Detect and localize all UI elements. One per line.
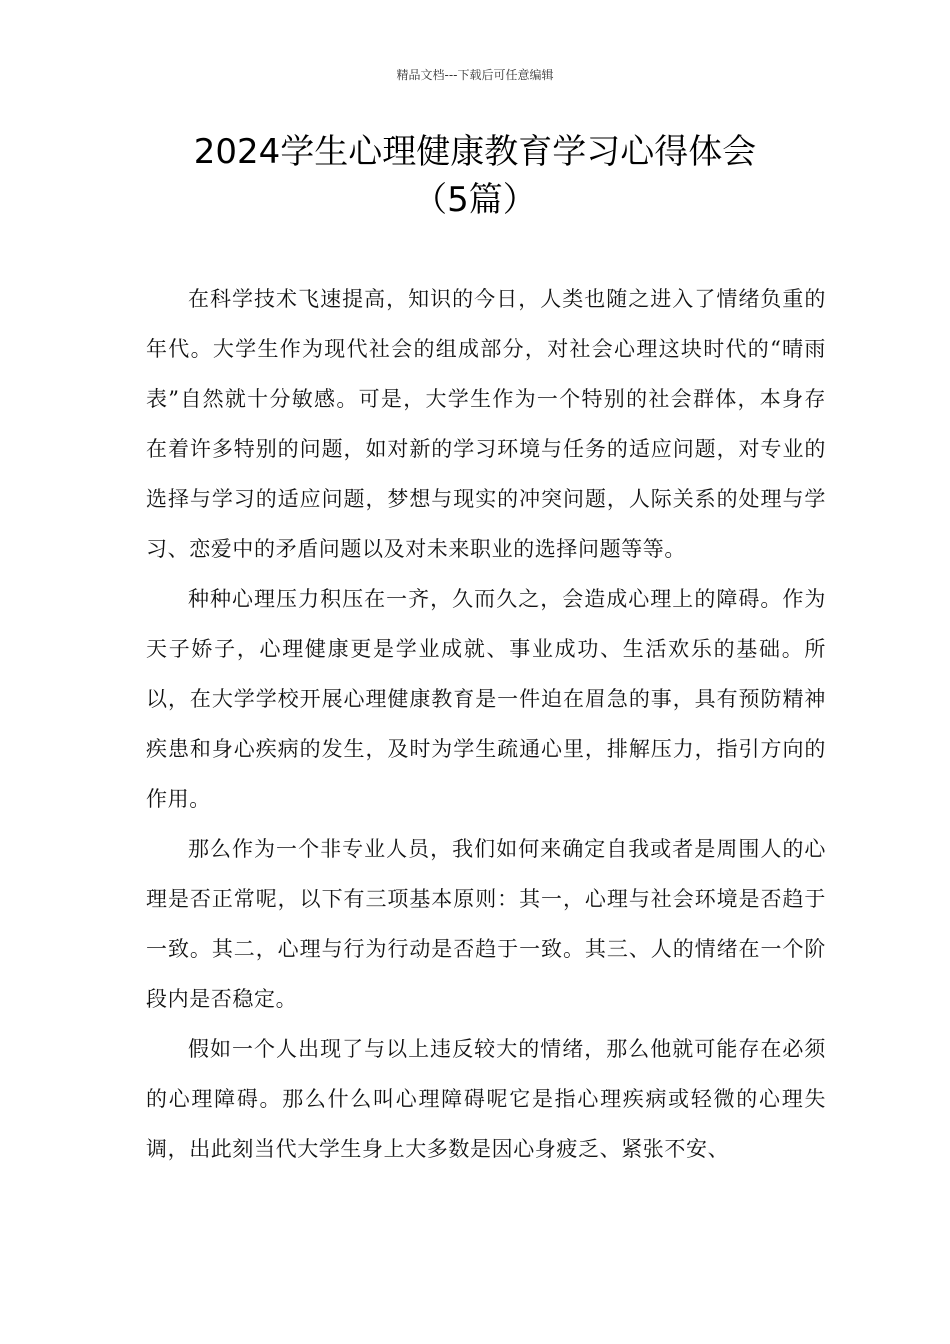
- paragraph: 在科学技术飞速提高，知识的今日，人类也随之进入了情绪负重的年代。大学生作为现代社会的组成部分，对社会心理这块时代的“晴雨表”自然就十分敏感。可是，大学生作为一个特别的社会群体，本身存在着许多特别的问题，如对新的学习环境与任务的适应问题，对专业的选择与学习的适应问题，梦想与现实的冲突问题，人际关系的处理与学习、恋爱中的矛盾问题以及对未来职业的选择问题等等。: [146, 287, 826, 561]
- paragraph: 假如一个人出现了与以上违反较大的情绪，那么他就可能存在必须的心理障碍。那么什么叫心理障碍呢它是指心理疾病或轻微的心理失调，出此刻当代大学生身上大多数是因心身疲乏、紧张不安、: [146, 1037, 826, 1161]
- title-line-1: 2024学生心理健康教育学习心得体会: [193, 132, 757, 172]
- paragraph: 种种心理压力积压在一齐，久而久之，会造成心理上的障碍。作为天子娇子，心理健康更是学业成就、事业成功、生活欢乐的基础。所以，在大学学校开展心理健康教育是一件迫在眉急的事，具有预防精神疾患和身心疾病的发生，及时为学生疏通心里，排解压力，指引方向的作用。: [146, 587, 826, 811]
- document-title: [60, 128, 890, 224]
- paragraph: 那么作为一个非专业人员，我们如何来确定自我或者是周围人的心理是否正常呢，以下有三项基本原则：其一，心理与社会环境是否趋于一致。其二，心理与行为行动是否趋于一致。其三、人的情绪在一个阶段内是否稳定。: [146, 837, 826, 1011]
- document-body: [146, 274, 826, 1174]
- header-note: 精品文档---下载后可任意编辑: [396, 68, 554, 82]
- title-line-2: （5篇）: [413, 180, 537, 220]
